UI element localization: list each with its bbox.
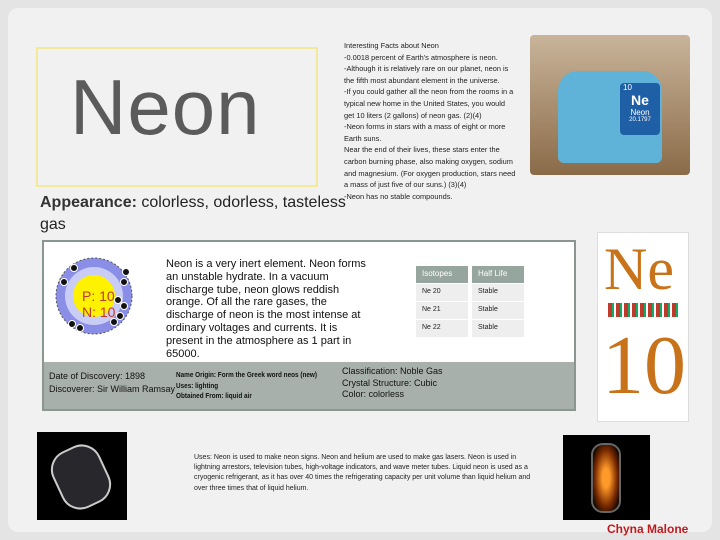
uses-text: Uses: Neon is used to make neon signs. Neon and helium are used to make gas lasers. Neon is used in lightning arrestors, television tubes, high-voltage indicators, and wave meter tubes. Liquid neon is used as a cryogenic refrigerant, as it has over 40 times the refrigerating capacity per unit volume than liquid helium and over three times that of liquid helium. xyxy=(194,454,531,492)
fact: Near the end of their lives, these stars enter the carbon burning phase, also making oxygen, sodium and magnesium. (For oxygen production, stars need a mass of just five of our suns.) (3)(4) xyxy=(344,145,516,190)
table-header: Isotopes xyxy=(416,266,468,283)
table-cell: Ne 20 xyxy=(416,284,468,301)
spectrum-icon xyxy=(608,303,678,317)
neon-tube-photo xyxy=(37,432,127,520)
discovery xyxy=(49,370,175,396)
table-cell: Ne 22 xyxy=(416,320,468,337)
fact: -Neon has no stable compounds. xyxy=(344,191,453,201)
page-title: Neon xyxy=(70,63,261,151)
crystal-structure: Crystal Structure: Cubic xyxy=(342,377,438,388)
card-number: 10 xyxy=(602,319,686,412)
table-cell: Ne 21 xyxy=(416,302,468,319)
properties xyxy=(342,366,443,401)
appearance-label: Appearance: xyxy=(40,194,137,211)
element-tag xyxy=(620,83,660,135)
neutrons: N: 10 xyxy=(82,304,116,320)
author: Chyna Malone xyxy=(607,522,689,536)
element-card xyxy=(597,232,689,422)
name-origin: Name Origin: Form the Greek word neos (new) xyxy=(176,370,317,379)
appearance-value: colorless, odorless, tasteless gas xyxy=(40,194,346,233)
origin xyxy=(176,370,317,402)
lamp-shape xyxy=(591,443,621,513)
atom-labels xyxy=(82,288,115,320)
fact: -Neon forms in stars with a mass of eight or more Earth suns. xyxy=(344,122,506,143)
obtained-from: Obtained From: liquid air xyxy=(176,391,252,400)
origin-uses: Uses: lighting xyxy=(176,380,219,390)
tag-number: 10 xyxy=(623,83,632,92)
facts-text xyxy=(344,40,516,202)
tag-mass: 20.1797 xyxy=(629,117,651,123)
tag-symbol: Ne xyxy=(631,92,649,108)
protons: P: 10 xyxy=(82,288,115,304)
fact: -Although it is relatively rare on our planet, neon is the fifth most abundant element in the universe. xyxy=(344,64,509,85)
description: Neon is a very inert element. Neon forms an unstable hydrate. In a vacuum discharge tube, neon glows reddish orange. Of all the rare gases, the discharge of neon is the most intense at ordinary voltages and currents. It is present in the atmosphere as 1 part in 65000. xyxy=(166,258,366,360)
appearance xyxy=(40,192,360,236)
table-cell: Stable xyxy=(472,320,524,337)
tag-name: Neon xyxy=(630,108,650,117)
table-header: Half Life xyxy=(472,266,524,283)
card-symbol: Ne xyxy=(604,236,674,302)
table-cell: Stable xyxy=(472,302,524,319)
color: Color: colorless xyxy=(342,389,405,399)
fact: -0.0018 percent of Earth's atmosphere is neon. xyxy=(344,52,498,62)
dog-photo xyxy=(530,35,690,175)
tube-shape xyxy=(44,438,117,516)
fact: -If you could gather all the neon from the rooms in a typical new home in the United States, you would get 10 liters (2 gallons) of neon gas. (2)(4) xyxy=(344,87,514,120)
table-cell: Stable xyxy=(472,284,524,301)
info-band xyxy=(44,362,574,409)
classification: Classification: Noble Gas xyxy=(342,366,443,376)
isotope-table xyxy=(416,266,574,338)
info-panel xyxy=(42,240,576,411)
neon-lamp-photo xyxy=(563,435,650,520)
discoverer: Discoverer: Sir William Ramsay xyxy=(49,384,176,394)
dog-shirt xyxy=(558,71,662,163)
discovery-date: Date of Discovery: 1898 xyxy=(49,371,146,381)
facts-heading: Interesting Facts about Neon xyxy=(344,41,439,50)
